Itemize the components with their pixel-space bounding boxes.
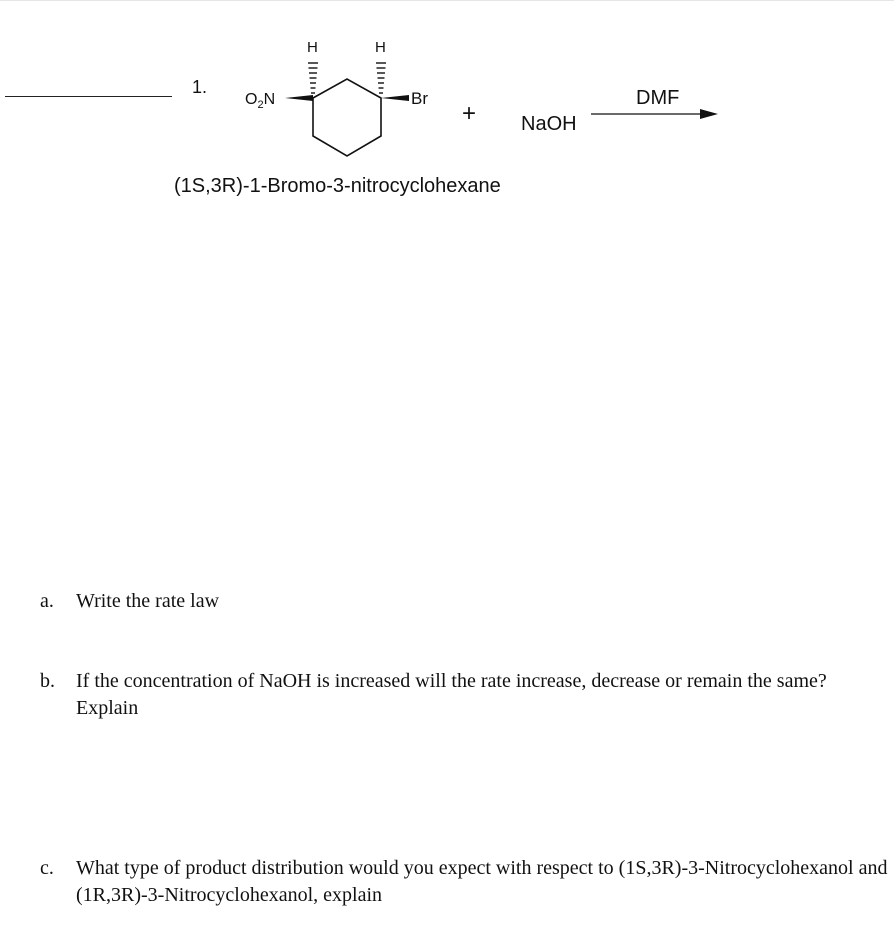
question-b-text: If the concentration of NaOH is increased will the rate increase, decrease or remain the same? Explain [76,670,827,719]
question-a [40,588,890,615]
plus-sign: + [462,100,477,127]
reaction-scheme [0,0,894,220]
question-b-letter: b. [40,670,55,692]
reactant-name: (1S,3R)-1-Bromo-3-nitrocyclohexane [174,175,501,197]
hashed-bond-h-left [308,63,318,93]
question-c-text: What type of product distribution would you expect with respect to (1S,3R)-3-Nitrocyclohexanol and (1R,3R)-3-Nitrocyclohexanol, explain [76,857,888,906]
question-a-text: Write the rate law [76,590,220,612]
question-a-letter: a. [40,590,54,612]
problem-number: 1. [192,77,208,97]
cyclohexane-ring [313,79,381,156]
hashed-bond-h-right [376,63,386,93]
bromo-group-label: Br [411,89,428,108]
reagent-naoh: NaOH [521,113,577,135]
hydrogen-label-left: H [307,39,318,56]
question-c-letter: c. [40,857,54,879]
hydrogen-label-right: H [375,39,386,56]
question-b [40,668,890,722]
wedge-bond-nitro [285,95,313,101]
solvent-dmf: DMF [636,87,680,109]
reaction-arrow-head [700,109,718,119]
wedge-bond-bromo [381,95,409,101]
question-c [40,855,890,909]
nitro-group-label: $O_2N$ [245,91,276,111]
